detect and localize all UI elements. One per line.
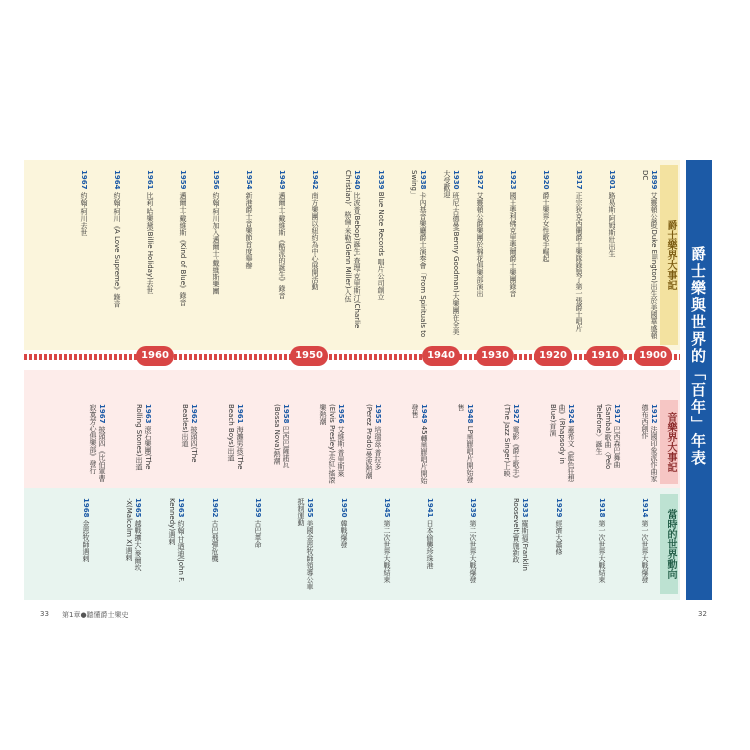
entry-text: 第一次世界大戰爆發 [641,517,649,583]
page-number-right: 32 [698,610,707,618]
timeline-entry [296,498,314,594]
decade-marker: 1960 [136,346,174,366]
entry-year: 1956 [212,170,220,190]
entry-year: 1959 [254,498,262,518]
entry-year: 1914 [641,498,649,518]
entry-year: 1939 [469,498,477,518]
timeline-entry [124,498,142,594]
timeline-entry [640,404,658,484]
entry-year: 1930 [452,170,460,190]
decade-marker: 1910 [586,346,624,366]
entry-year: 1955 [306,498,314,518]
entry-text: 正宗狄克西蘭爵士樂隊錄製了第一張爵士唱片 [575,189,583,332]
entry-text: 45轉黑膠唱片開始發售 [411,404,428,484]
entry-year: 1961 [236,404,244,424]
decade-marker: 1900 [634,346,672,366]
music-band [24,370,680,488]
timeline-entry [554,498,563,594]
timeline-entry [475,170,484,340]
entry-year: 1963 [177,498,185,518]
entry-text: 比波普(Bebop)誕生,查理·克里斯汀(Charlie Christian)、格倫·米勒(Glenn Miller)入伍 [344,170,361,329]
entry-text: 法國印象派作曲家德布西創作 [641,404,658,482]
timeline-entry [364,404,382,484]
timeline-entry [640,498,649,594]
entry-year: 1962 [211,498,219,518]
timeline-entry [112,170,121,340]
timeline-entry [167,498,185,594]
timeline-entry [244,170,253,340]
page-title: 爵士樂與世界的「百年」年表 [689,246,707,467]
entry-year: 1949 [278,170,286,190]
entry-text: 披頭四(The Beatles)出道 [181,404,198,463]
entry-text: 經濟大蕭條 [555,517,563,555]
timeline-entry [382,498,391,594]
entry-year: 1912 [650,404,658,424]
timeline-entry [178,170,187,340]
decade-marker: 1950 [290,346,328,366]
entry-year: 1939 [377,170,385,190]
timeline-entry [253,498,262,594]
decade-marker: 1930 [476,346,514,366]
entry-text: 卡內基音樂廳爵士演奏會「From Spirituals to Swing」 [410,170,427,338]
entry-year: 1918 [598,498,606,518]
entry-text: 路易斯·阿姆斯壯出生 [608,189,616,257]
timeline-entry [541,170,550,340]
timeline-entry [318,404,345,484]
entry-year: 1942 [311,170,319,190]
entry-year: 1949 [420,404,428,424]
entry-year: 1956 [337,404,345,424]
entry-year: 1967 [98,404,106,424]
entry-text: 金恩牧師遇刺 [82,517,90,562]
entry-text: 培瑞茲·普拉多(Perez Prado)曼波熱潮 [365,404,382,479]
entry-year: 1899 [650,170,658,190]
timeline-entry [210,498,219,594]
entry-text: 新港爵士音樂節首度舉辦 [245,189,253,269]
entry-text: 約翰·柯川《A Love Supreme》錄音 [113,189,121,308]
timeline-entry [376,170,385,340]
timeline-track [24,354,680,360]
timeline-entry [343,170,361,340]
entry-text: 邁爾士·戴維斯《酷派的誕生》錄音 [278,189,286,299]
entry-text: 第二次世界大戰爆發 [469,517,477,583]
entry-year: 1901 [608,170,616,190]
entry-text: 班尼·古德曼(Benny Goodman)大樂團在全美大受歡迎 [443,170,460,335]
entry-text: 古巴飛彈危機 [211,517,219,562]
entry-year: 1954 [245,170,253,190]
timeline-entry [134,404,152,484]
entry-year: 1938 [419,170,427,190]
entry-text: LP黑膠唱片開始發售 [457,404,474,483]
entry-text: 韓戰爆發 [340,517,348,548]
timeline-entry [640,170,658,340]
entry-text: 爵士樂界女性歌手崛起 [542,189,550,262]
timeline-entry [310,170,319,340]
entry-text: 約翰·柯川去世 [80,189,88,236]
entry-year: 1924 [567,404,575,424]
decade-timeline [24,346,680,368]
entry-text: 第一次世界大戰結束 [598,517,606,583]
timeline-entry [277,170,286,340]
entry-text: 披頭四《比伯軍曹寂寞芳心俱樂部》發行 [89,404,106,482]
entry-text: 巴西巴薩諾瓦(Bossa Nova)熱潮 [273,404,290,468]
entry-text: 日本偷襲珍珠港 [426,517,434,569]
entry-year: 1968 [82,498,90,518]
page-number-left: 33 [40,610,49,618]
entry-year: 1948 [466,404,474,424]
timeline-entry [574,170,583,340]
entry-text: 電影《爵士歌手》(The Jazz Singer)上映 [503,404,520,482]
timeline-entry [468,498,477,594]
timeline-entry [88,404,106,484]
timeline-entry [180,404,198,484]
timeline-entry [81,498,90,594]
entry-text: 南方樂團以紐約為中心展開活動 [311,189,319,290]
entry-text: 巴西森巴舞曲(Samba)歌曲〈Pelo Telefone〉誕生 [595,404,621,470]
timeline-entry [409,170,427,340]
entry-text: 比莉·哈樂黛(Billie Holiday)去世 [146,189,154,294]
entry-text: 艾靈頓公爵(Duke Ellington)出生於美國華盛頓DC [641,170,658,339]
chapter-label: 第1章●聽懂爵士樂史 [62,611,129,619]
timeline-entry [442,170,460,340]
entry-text: 國王奧利佛克里奧爾爵士樂團錄音 [509,189,517,297]
entry-year: 1941 [426,498,434,518]
entry-year: 1940 [353,170,361,190]
entry-year: 1929 [555,498,563,518]
entry-year: 1917 [575,170,583,190]
decade-marker: 1920 [534,346,572,366]
entry-text: 美國金恩牧師領導公車抵制運動 [297,498,314,590]
timeline-entry [272,404,290,484]
entry-text: 約翰·柯川加入邁爾士·戴維斯樂團 [212,189,220,295]
timeline-entry [425,498,434,594]
entry-year: 1961 [146,170,154,190]
timeline-entry [502,404,520,484]
entry-text: Blue Note Records 唱片公司創立 [377,189,385,301]
category-music: 音樂界大事記 [660,400,678,484]
timeline-entry [511,498,529,594]
entry-year: 1964 [113,170,121,190]
entry-text: 羅斯福(Franklin Roosevelt)實施新政 [512,498,529,571]
decade-marker: 1940 [422,346,460,366]
entry-text: 越戰擴大,麥爾坎·X(Malcolm X)遇刺 [125,498,142,571]
entry-year: 1920 [542,170,550,190]
entry-year: 1927 [512,404,520,424]
timeline-entry [594,404,621,484]
entry-year: 1965 [134,498,142,518]
entry-text: 艾靈頓公爵樂團於棉花俱樂部演出 [476,189,484,297]
timeline-entry [456,404,474,484]
timeline-entry [79,170,88,340]
entry-year: 1959 [179,170,187,190]
entry-text: 約翰·甘迺迪(John F. Kennedy)遇刺 [168,498,185,583]
entry-year: 1923 [509,170,517,190]
timeline-entry [607,170,616,340]
timeline-entry [410,404,428,484]
timeline-entry [597,498,606,594]
entry-year: 1950 [340,498,348,518]
entry-year: 1962 [190,404,198,424]
entry-year: 1927 [476,170,484,190]
entry-text: 第二次世界大戰結束 [383,517,391,583]
entry-year: 1945 [383,498,391,518]
timeline-entry [508,170,517,340]
timeline-entry [145,170,154,340]
entry-text: 艾維斯·普里斯萊(Elvis Presley)走紅,搖滾樂熱潮 [319,404,345,484]
entry-text: 古巴革命 [254,517,262,548]
entry-text: 滾石樂團(The Rolling Stones)出道 [135,404,152,471]
timeline-entry [339,498,348,594]
timeline-entry [226,404,244,484]
entry-text: 海灘男孩(The Beach Boys)出道 [227,404,244,470]
entry-year: 1917 [613,404,621,424]
entry-text: 邁爾士·戴維斯《Kind of Blue》錄音 [179,189,187,307]
entry-year: 1967 [80,170,88,190]
world-band [24,488,680,600]
entry-year: 1963 [144,404,152,424]
entry-year: 1958 [282,404,290,424]
entry-year: 1933 [521,498,529,518]
entry-year: 1955 [374,404,382,424]
category-jazz: 爵士樂界大事記 [660,165,678,345]
timeline-entry [211,170,220,340]
category-world: 當時的世界動向 [660,494,678,594]
entry-text: 蓋希文《藍色狂想曲》(Rhapsody in Blue)首演 [549,404,575,482]
timeline-entry [548,404,575,484]
